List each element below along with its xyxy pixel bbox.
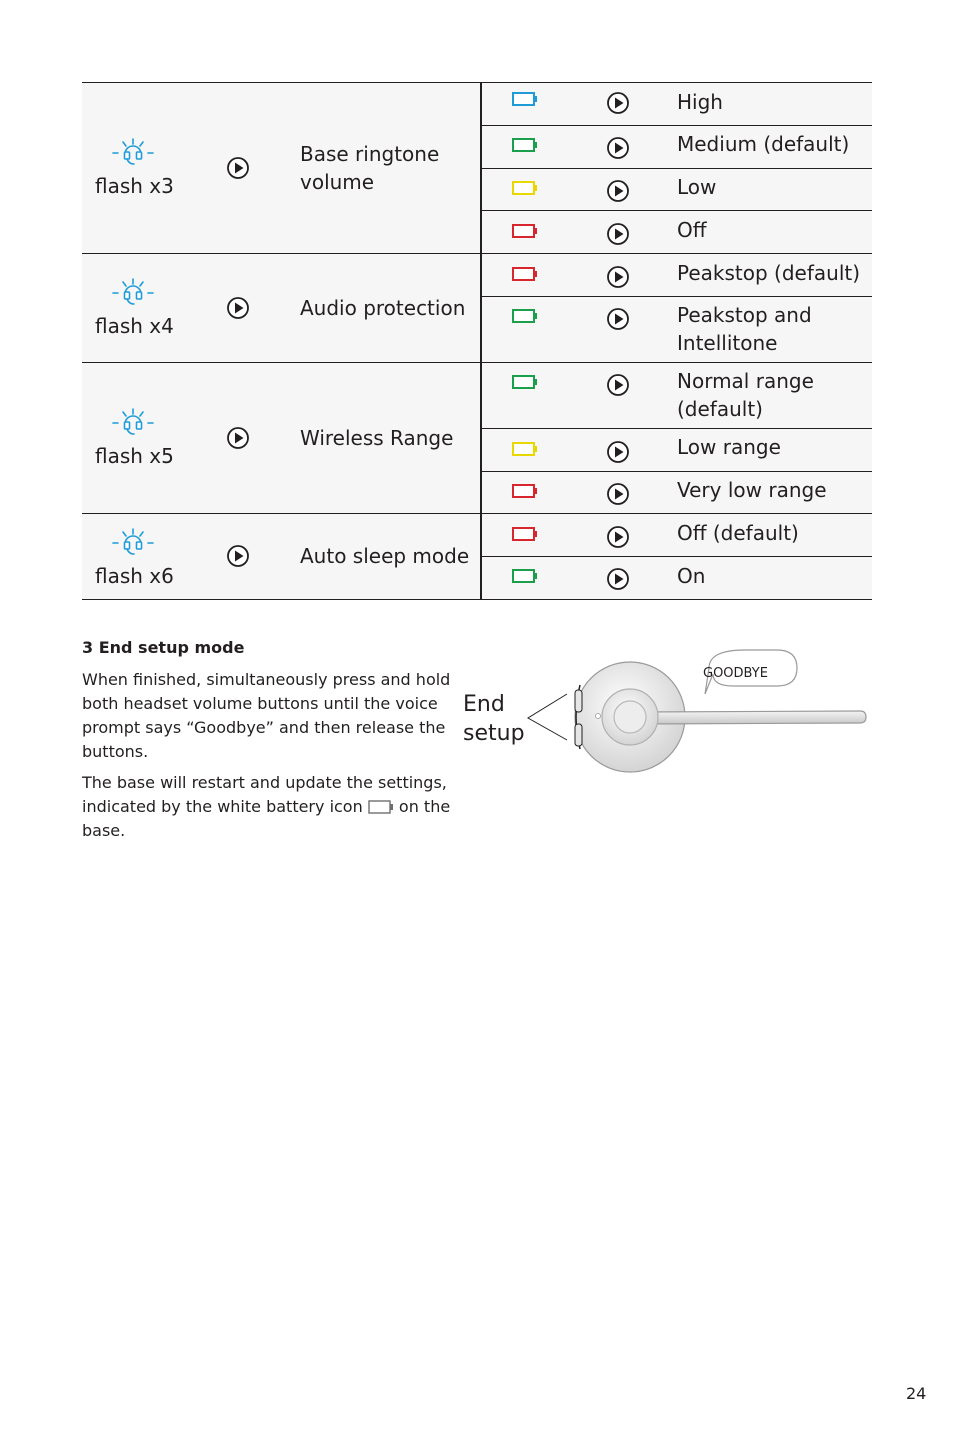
option-label: Low [677, 175, 717, 199]
setting-label: Audio protection [300, 296, 466, 320]
section-heading: 3 End setup mode [82, 638, 245, 657]
play-icon [226, 296, 250, 320]
option-label: On [677, 564, 706, 588]
play-icon [606, 373, 630, 397]
option-row [482, 126, 872, 168]
play-icon [606, 567, 630, 591]
setting-label: Wireless Range [300, 426, 454, 450]
flash-label: flash x4 [95, 314, 174, 338]
flash-label: flash x3 [95, 174, 174, 198]
play-icon [606, 307, 630, 331]
group-left-cell [82, 82, 482, 253]
play-icon [226, 544, 250, 568]
play-icon [606, 222, 630, 246]
play-icon [606, 265, 630, 289]
option-label: High [677, 90, 723, 114]
group-left-cell [82, 514, 482, 599]
play-icon [606, 440, 630, 464]
option-row [482, 169, 872, 210]
option-label: Off [677, 218, 707, 242]
table-rule [82, 362, 872, 363]
battery-icon [512, 92, 538, 106]
restart-text-start: The base will restart and update the settings, indicated by the white battery icon [82, 773, 447, 816]
headset-flash-icon [110, 527, 156, 557]
play-icon [606, 179, 630, 203]
restart-text-end: on the base. [82, 797, 451, 840]
battery-icon [512, 138, 538, 152]
group-flash-x3 [82, 82, 872, 253]
battery-icon [512, 527, 538, 541]
battery-icon [512, 267, 538, 281]
headset-flash-icon [110, 277, 156, 307]
end-setup-label: End setup [463, 692, 525, 746]
battery-icon [512, 181, 538, 195]
play-icon [226, 426, 250, 450]
option-label: Very low range [677, 478, 827, 502]
play-icon [606, 136, 630, 160]
option-row [482, 514, 872, 556]
battery-icon [512, 375, 538, 389]
option-row [482, 363, 872, 428]
play-icon [606, 525, 630, 549]
flash-label: flash x6 [95, 564, 174, 588]
option-row [482, 429, 872, 471]
option-label: Peakstop (default) [677, 261, 861, 285]
battery-icon [512, 442, 538, 456]
battery-icon [512, 569, 538, 583]
option-label: Normal range (default) [677, 369, 814, 421]
play-icon [226, 156, 250, 180]
restart-paragraph [82, 771, 457, 843]
play-icon [606, 91, 630, 115]
option-row [482, 211, 872, 253]
option-label: Off (default) [677, 521, 799, 545]
table-rule [82, 513, 872, 514]
option-row [482, 472, 872, 513]
group-flash-x4 [82, 254, 872, 362]
option-row [482, 297, 872, 362]
play-icon [606, 482, 630, 506]
option-row [482, 557, 872, 599]
battery-icon [512, 309, 538, 323]
option-row [482, 254, 872, 296]
group-left-cell [82, 363, 482, 513]
group-left-cell [82, 254, 482, 362]
option-label: Medium (default) [677, 132, 850, 156]
white-battery-icon [368, 800, 394, 814]
table-rule [82, 599, 872, 600]
speech-bubble-text: GOODBYE [703, 666, 768, 681]
headset-flash-icon [110, 407, 156, 437]
group-flash-x6 [82, 514, 872, 599]
page-number: 24 [906, 1384, 927, 1403]
headset-illustration [520, 640, 870, 780]
battery-icon [512, 484, 538, 498]
group-flash-x5 [82, 363, 872, 513]
instruction-paragraph: When finished, simultaneously press and hold both headset volume buttons until the voice prompt says “Goodbye” and then release the buttons. [82, 670, 451, 761]
option-row [482, 82, 872, 125]
setting-label: Auto sleep mode [300, 544, 470, 568]
option-label: Peakstop and Intellitone [677, 303, 812, 355]
option-label: Low range [677, 435, 781, 459]
battery-icon [512, 224, 538, 238]
setting-label: Base ringtone volume [300, 142, 440, 194]
headset-flash-icon [110, 137, 156, 167]
flash-label: flash x5 [95, 444, 174, 468]
table-rule [82, 82, 872, 83]
table-rule [82, 253, 872, 254]
